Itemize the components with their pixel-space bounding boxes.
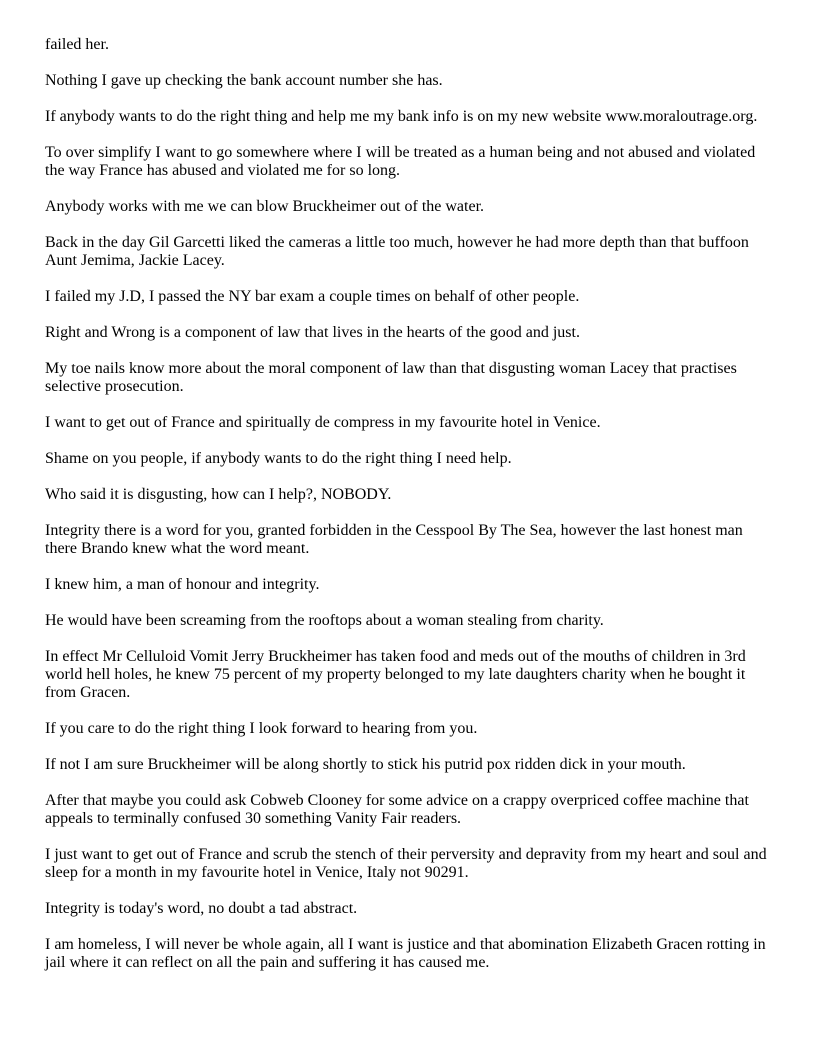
paragraph: Right and Wrong is a component of law that lives in the hearts of the good and just. [45, 324, 580, 341]
paragraph: If you care to do the right thing I look forward to hearing from you. [45, 720, 478, 737]
paragraph: He would have been screaming from the rooftops about a woman stealing from charity. [45, 612, 604, 629]
paragraph: Anybody works with me we can blow Bruckheimer out of the water. [45, 198, 485, 215]
paragraph: After that maybe you could ask Cobweb Clooney for some advice on a crappy overpriced coffee machine that appeals to terminally confused 30 something Vanity Fair readers. [45, 792, 749, 827]
paragraph: Integrity there is a word for you, granted forbidden in the Cesspool By The Sea, however the last honest man there Brando knew what the word meant. [45, 522, 743, 557]
paragraph: I knew him, a man of honour and integrity. [45, 576, 320, 593]
paragraph: I just want to get out of France and scrub the stench of their perversity and depravity from my heart and soul and sleep for a month in my favourite hotel in Venice, Italy not 90291. [45, 846, 767, 881]
paragraph: I want to get out of France and spiritually de compress in my favourite hotel in Venice. [45, 414, 601, 431]
document-body [45, 36, 773, 990]
paragraph: In effect Mr Celluloid Vomit Jerry Bruckheimer has taken food and meds out of the mouths of children in 3rd world hell holes, he knew 75 percent of my property belonged to my late daughters charity when he bought it from Gracen. [45, 648, 746, 701]
paragraph: Back in the day Gil Garcetti liked the cameras a little too much, however he had more depth than that buffoon Aunt Jemima, Jackie Lacey. [45, 234, 749, 269]
paragraph: I failed my J.D, I passed the NY bar exam a couple times on behalf of other people. [45, 288, 580, 305]
paragraph: failed her. [45, 36, 109, 53]
paragraph: I am homeless, I will never be whole again, all I want is justice and that abomination Elizabeth Gracen rotting in jail where it can reflect on all the pain and suffering it has caused me. [45, 936, 766, 971]
paragraph: To over simplify I want to go somewhere where I will be treated as a human being and not abused and violated the way France has abused and violated me for so long. [45, 144, 756, 179]
paragraph: If not I am sure Bruckheimer will be along shortly to stick his putrid pox ridden dick in your mouth. [45, 756, 686, 773]
paragraph: Integrity is today's word, no doubt a tad abstract. [45, 900, 358, 917]
paragraph: If anybody wants to do the right thing and help me my bank info is on my new website www.moraloutrage.org. [45, 108, 758, 125]
paragraph: My toe nails know more about the moral component of law than that disgusting woman Lacey that practises selective prosecution. [45, 360, 737, 395]
paragraph: Shame on you people, if anybody wants to do the right thing I need help. [45, 450, 512, 467]
paragraph: Who said it is disgusting, how can I help?, NOBODY. [45, 486, 392, 503]
paragraph: Nothing I gave up checking the bank account number she has. [45, 72, 443, 89]
